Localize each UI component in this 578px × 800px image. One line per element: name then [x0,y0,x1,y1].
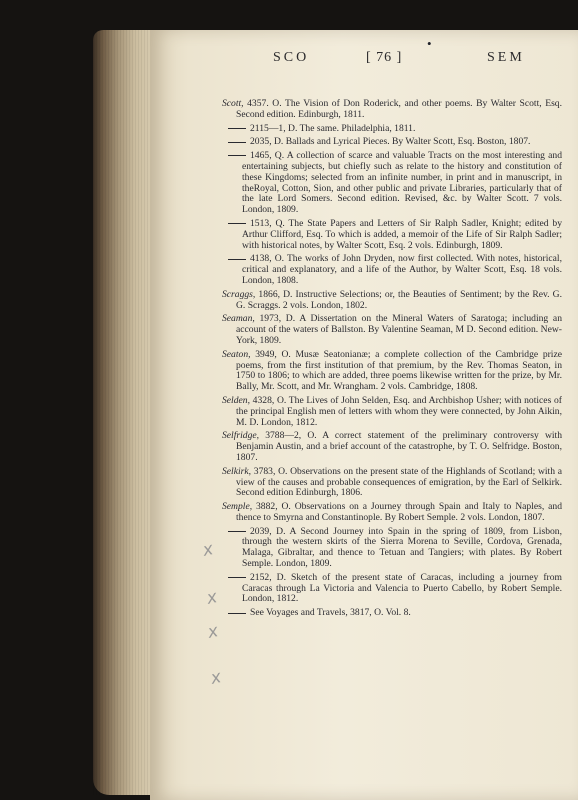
entry-author: Scraggs, [222,288,256,300]
pencil-mark: x [205,587,220,609]
entry-text: 1973, D. A Dissertation on the Mineral Waters of Saratoga; including an account of the waters of Ballston. By Valentine Seaman, M D. Second edition. New-York, 1809. [236,313,562,346]
ditto-dash [228,223,246,224]
running-header [0,50,578,70]
ditto-dash [228,531,246,532]
catalogue-entry [228,527,562,570]
ditto-dash [228,128,246,129]
entry-text: 2152, D. Sketch of the present state of Caracas, including a journey from Caracas through La Victoria and Valencia to Puerto Cabello, by Robert Semple. London, 1812. [242,571,562,605]
catalogue-entry [222,431,562,463]
entry-text: 3882, O. Observations on a Journey through Spain and Italy to Naples, and thence to Smyrna and Constantinople. By Robert Semple. 2 vols. London, 1807. [236,501,562,523]
catalogue-entry [222,396,562,428]
entry-author: Selkirk, [222,465,252,477]
page-number: [ 76 ] [366,50,403,65]
catalogue-entry [228,124,562,135]
entry-text: See Voyages and Travels, 3817, O. Vol. 8. [250,607,411,619]
entry-text: 4328, O. The Lives of John Selden, Esq. and Archbishop Usher; with notices of the principal English men of letters with whom they were connected, by John Aikin, M. D. London, 1812. [236,394,562,428]
ditto-dash [228,142,246,143]
catalogue-entry [222,314,562,346]
entry-text: 2115—1, D. The same. Philadelphia, 1811. [250,122,416,134]
catalogue-entry [222,467,562,499]
entry-text: 2039, D. A Second Journey into Spain in the spring of 1809, from Lisbon, through the western skirts of the Sierra Morena to Seville, Cordova, Grenada, Malaga, Gibraltar, and thence to Tetuan and Tangiers; with plates. By Robert Semple. London, 1809. [242,525,562,570]
entry-author: Seaton, [222,348,251,360]
ditto-dash [228,259,246,260]
catalogue-entry [228,608,562,619]
catalogue-entry [228,137,562,148]
entry-text: 2035, D. Ballads and Lyrical Pieces. By Walter Scott, Esq. Boston, 1807. [250,136,531,148]
pencil-mark: x [209,667,224,689]
entry-text: 3788—2, O. A correct statement of the preliminary controversy with Benjamin Austin, and a brief account of the catastrophe, by T. O. Selfridge. Boston, 1807. [236,430,562,463]
entry-text: 3949, O. Musæ Seatonianæ; a complete collection of the Cambridge prize poems, from the first institution of that premium, by the Rev. Thomas Seaton, in 1750 to 1806; to which are added, three poems likewise written for the prize, by Mr. Bally, Mr. Scott, and Mr. Wrangham. 2 vols. Cambridge, 1808. [236,348,562,393]
catalogue-entry [228,254,562,286]
entry-author: Semple, [222,501,253,513]
pencil-mark: x [206,621,221,643]
catalogue-entry [228,151,562,216]
entry-text: 1465, Q. A collection of scarce and valuable Tracts on the most interesting and entertaining subjects, but chiefly such as relate to the history and constitution of these Kingdoms; selected from an infinite number, in print and in manuscript, in theRoyal, Cotton, Sion, and other public and private Libraries, particularly that of the late Lord Somers. Second edition. Revised, &c. by Walter Scott. 7 vols. London, 1809. [242,150,562,216]
entry-text: 4138, O. The works of John Dryden, now first collected. With notes, historical, critical and explanatory, and a life of the Author, by Walter Scott, Esq. 18 vols. London, 1808. [242,253,562,286]
entry-author: Scott, [222,98,244,109]
entry-text: 3783, O. Observations on the present state of the Highlands of Scotland; with a view of the causes and probable consequences of emigration, by the Earl of Selkirk. Second edition Edinburgh, 1806. [236,465,562,499]
catalogue-entry [222,290,562,312]
catalogue-entry [228,573,562,605]
header-left: SCO [273,50,310,65]
catalogue-entry [222,502,562,524]
ditto-dash [228,155,246,156]
catalogue-entry [228,219,562,251]
entry-text: 4357. O. The Vision of Don Roderick, and other poems. By Walter Scott, Esq. Second edition. Edinburgh, 1811. [236,98,562,120]
catalogue-entry [222,99,562,121]
header-right: SEM [487,50,525,65]
pencil-mark: x [201,539,216,561]
ditto-dash [228,577,246,578]
top-mark: • [427,36,432,51]
entry-author: Selfridge, [222,430,260,442]
catalogue-entry [222,350,562,393]
entry-author: Seaman, [222,313,255,325]
entry-author: Selden, [222,394,250,406]
entry-text: 1513, Q. The State Papers and Letters of Sir Ralph Sadler, Knight; edited by Arthur Clifford, Esq. To which is added, a memoir of the Life of Sir Ralph Sadler; with historical notes, by Walter Scott, Esq. 2 vols. Edinburgh, 1809. [242,217,562,251]
catalogue-entries [222,99,562,622]
ditto-dash [228,613,246,614]
entry-text: 1866, D. Instructive Selections; or, the Beauties of Sentiment; by the Rev. G. G. Scraggs. 2 vols. London, 1802. [236,288,562,311]
